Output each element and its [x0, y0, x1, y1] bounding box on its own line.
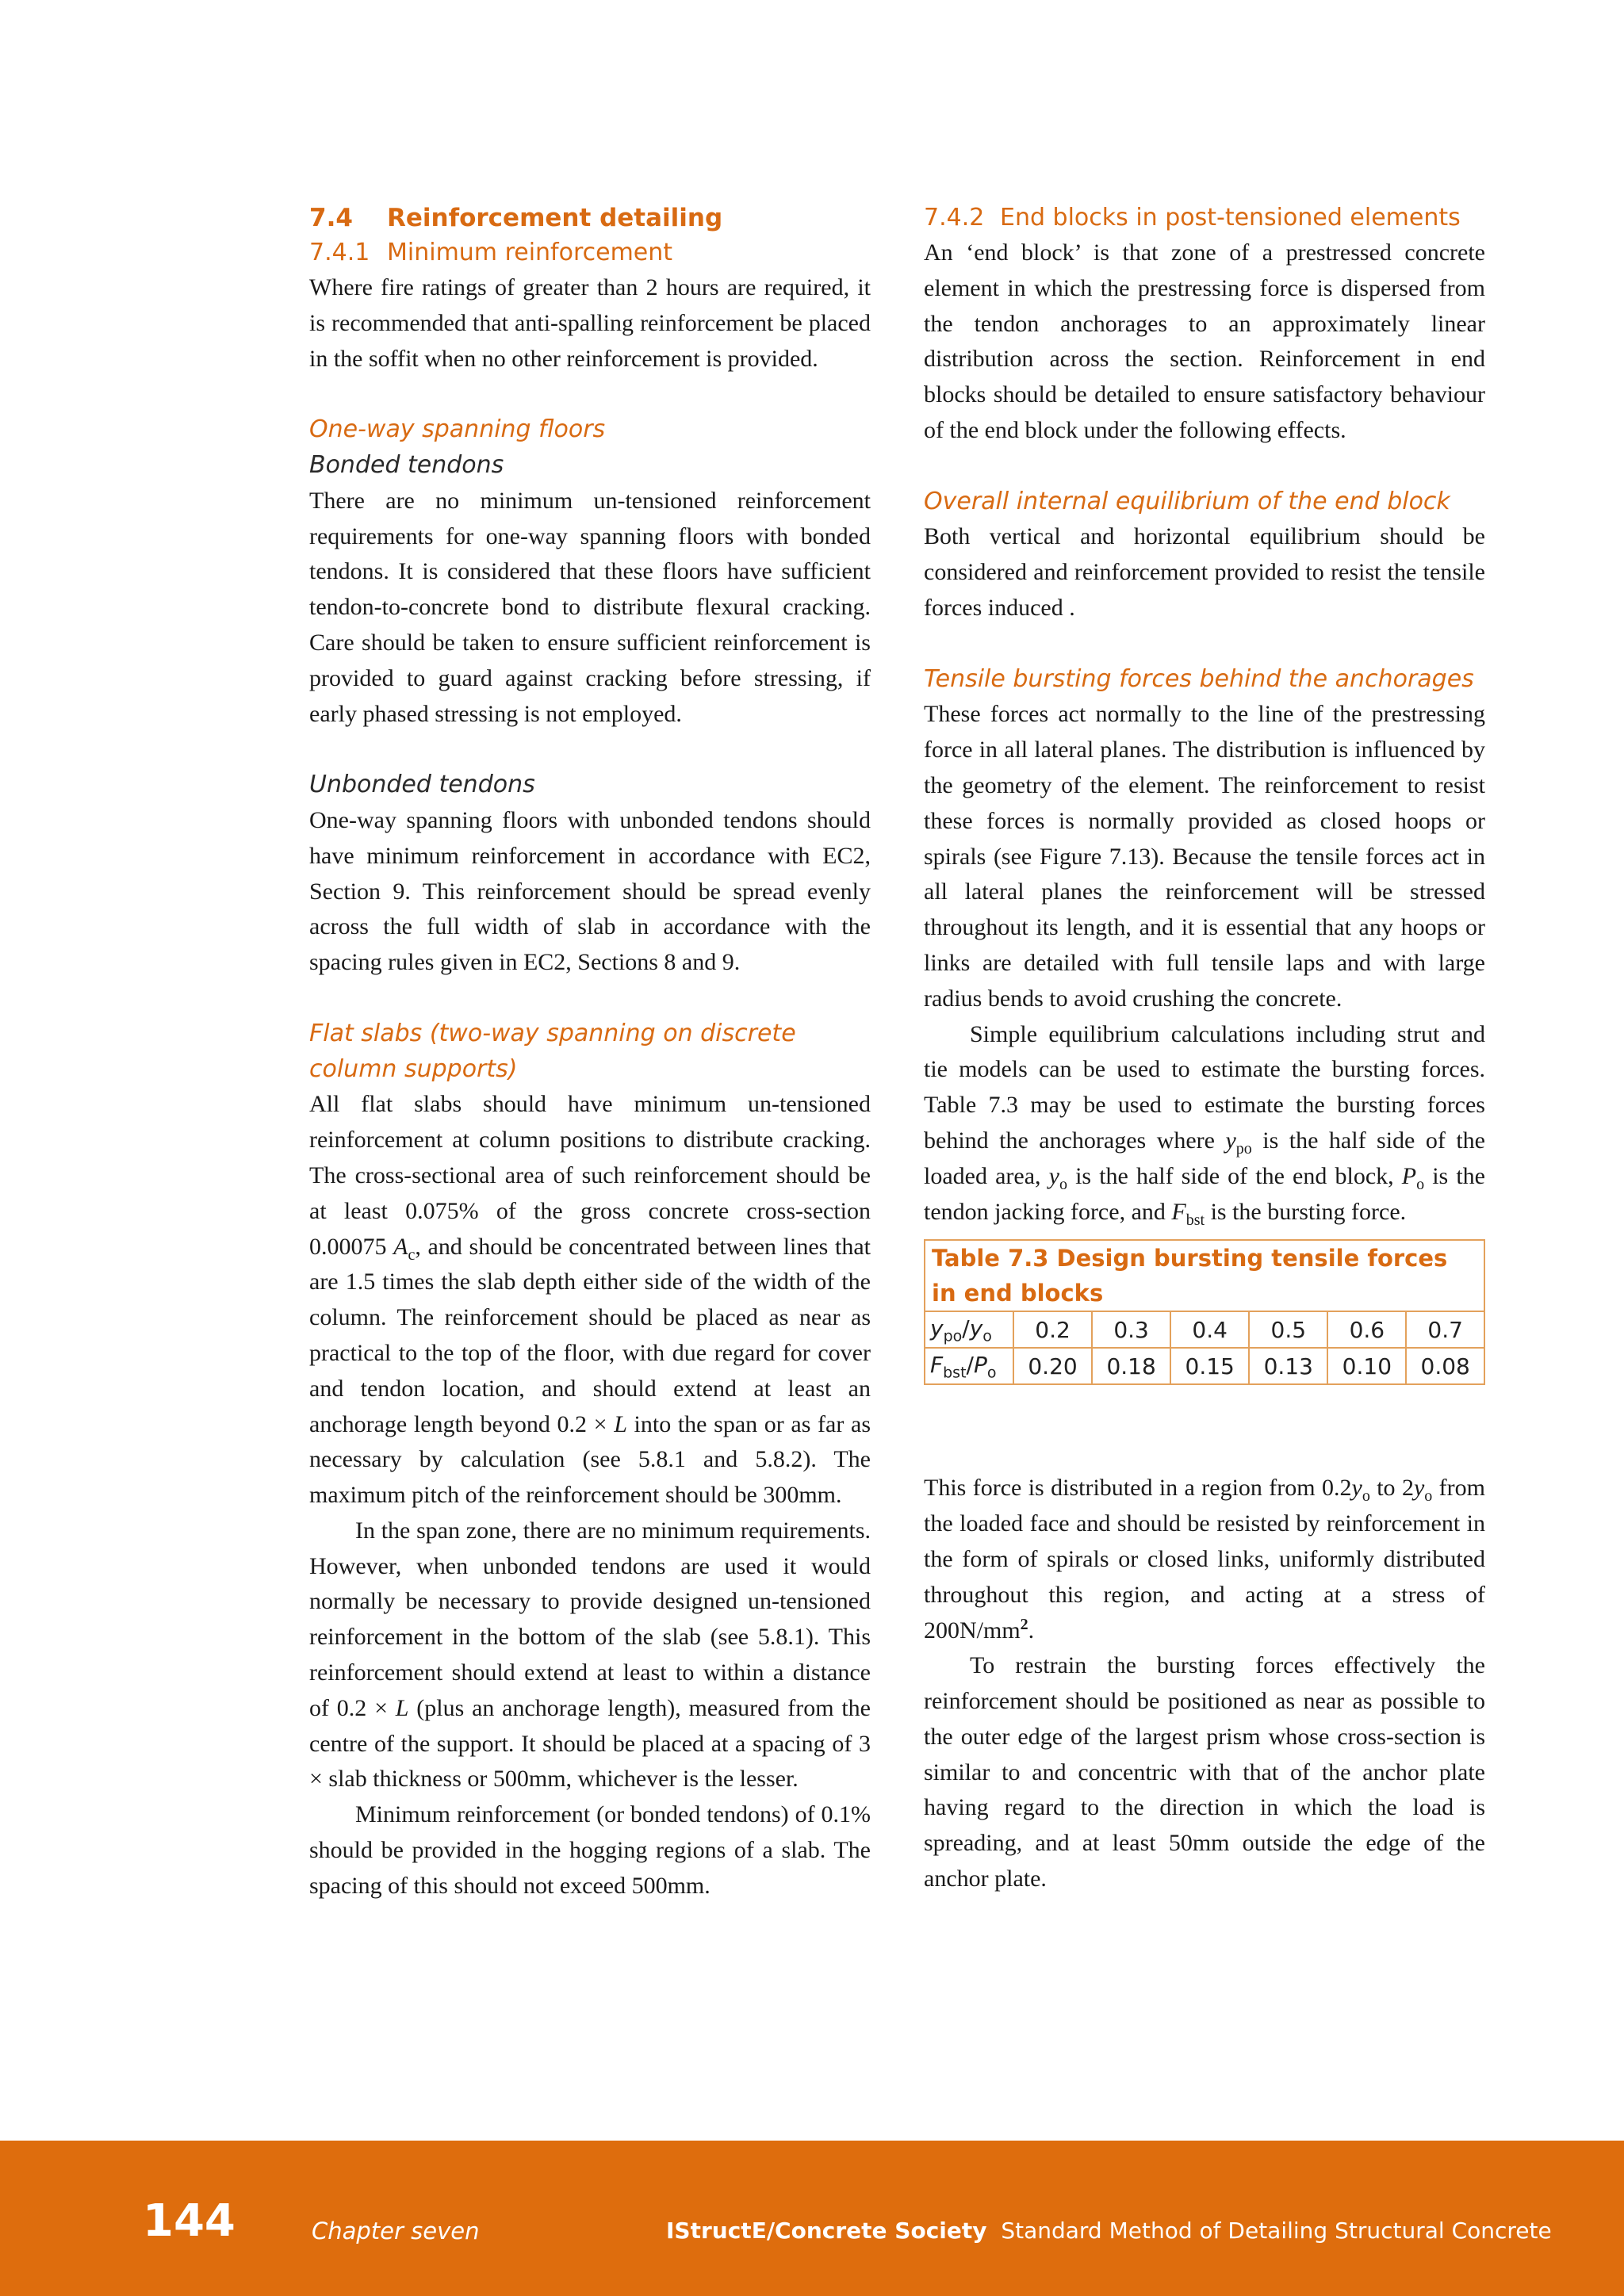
paragraph-end-block: An ‘end block’ is that zone of a prestressed concrete element in which the prestressing force is dispersed from the tendon anchorages to an approximately linear distribution across the section. Reinforcement in end blocks should be detailed to ensure satisfactory behaviour of the end block under the following effects.: [924, 239, 1485, 443]
table-title: Table 7.3 Design bursting tensile forces in end blocks: [932, 1245, 1448, 1307]
heading-one-way: One-way spanning floors: [309, 415, 606, 444]
paragraph-simple-equilibrium: Simple equilibrium calculations including strut and tie models can be used to estimate the bursting forces. Table 7.3 may be used to estimate the bursting forces behind the anchorages where $y_{po}$ is the half side of the loaded area, $y_o$ is the half side of the end block, $P_o$ is the tendon jacking force, and $F_{bst}$ is the bursting force.: [924, 1020, 1485, 1229]
paragraph-minimum-reinforcement: Minimum reinforcement (or bonded tendons) of 0.1% should be provided in the hogging regions of a slab. The spacing of this should not exceed 500mm.: [309, 1801, 871, 1899]
table-cell: 0.20: [1013, 1348, 1092, 1383]
paragraph-unbonded: One-way spanning floors with unbonded tendons should have minimum reinforcement in accordance with EC2, Section 9. This reinforcement should be spread evenly across the full width of slab in accordance with the spacing rules given in EC2, Sections 8 and 9.: [309, 806, 871, 976]
bursting-table: [925, 1311, 1484, 1383]
paragraph-bonded: There are no minimum un-tensioned reinforcement requirements for one-way spanning floors with bonded tendons. It is considered that these floors have sufficient tendon-to-concrete bond to distribute flexural cracking. Care should be taken to ensure sufficient reinforcement is provided to guard against cracking before stressing, if early phased stressing is not employed.: [309, 487, 871, 727]
subsection-title: Minimum reinforcement: [387, 239, 673, 266]
table-cell: 0.2: [1013, 1311, 1092, 1348]
table-cell: 0.13: [1249, 1348, 1327, 1383]
publication-title: [666, 2217, 1552, 2245]
table-cell: 0.10: [1327, 1348, 1406, 1383]
subsection-number: 7.4.2: [924, 204, 985, 232]
row-header-ratio: $y_{po}/y_o$: [925, 1311, 1013, 1348]
paragraph-span-zone: In the span zone, there are no minimum requirements. However, when unbonded tendons are used it would normally be necessary to provide designed un-tensioned reinforcement in the bottom of the slab (see 5.8.1). This reinforcement should extend at least to within a distance of 0.2 × L (plus an anchorage length), measured from the centre of the support. It should be placed at a spacing of 3 × slab thickness or 500mm, whichever is the lesser.: [309, 1517, 871, 1793]
subsection-number: 7.4.1: [309, 239, 370, 266]
table-cell: 0.7: [1406, 1311, 1484, 1348]
paragraph-overall-equilibrium: Both vertical and horizontal equilibrium should be considered and reinforcement provided to resist the tensile forces induced .: [924, 523, 1485, 621]
subsection-heading: [309, 235, 871, 270]
heading-flat-slabs: Flat slabs (two-way spanning on discrete column supports): [309, 1019, 796, 1083]
table-bursting-forces: [924, 1239, 1485, 1385]
heading-unbonded-tendons: Unbonded tendons: [309, 771, 535, 799]
heading-bonded-tendons: Bonded tendons: [309, 450, 504, 479]
paragraph-fire-ratings: Where fire ratings of greater than 2 hours are required, it is recommended that anti-spalling reinforcement be placed in the soffit when no other reinforcement is provided.: [309, 274, 871, 372]
chapter-label: Chapter seven: [312, 2218, 480, 2244]
section-title: Reinforcement detailing: [387, 204, 723, 232]
section-number: 7.4: [309, 204, 353, 232]
paragraph-restrain: To restrain the bursting forces effectively the reinforcement should be positioned as near as possible to the outer edge of the largest prism whose cross-section is similar to and concentric with that of the anchor plate having regard to the direction in which the load is spreading, and at least 50mm outside the edge of the anchor plate.: [924, 1652, 1485, 1892]
table-cell: 0.6: [1327, 1311, 1406, 1348]
table-cell: 0.18: [1092, 1348, 1170, 1383]
heading-overall-equilibrium: Overall internal equilibrium of the end block: [924, 487, 1450, 515]
left-column: [309, 201, 871, 1904]
paragraph-force-distribution: This force is distributed in a region from $0.2y_o$ to $2y_o$ from the loaded face and should be resisted by reinforcement in the form of spirals or closed links, uniformly distributed throughout this region, and acting at a stress of $200N/mm^2$.: [924, 1475, 1485, 1644]
table-row-ratio: [925, 1311, 1484, 1348]
table-cell: 0.15: [1170, 1348, 1249, 1383]
page-number: 144: [143, 2195, 236, 2247]
subsection-title: End blocks in post-tensioned elements: [1000, 204, 1461, 232]
row-header-force: $F_{bst}/P_o$: [925, 1348, 1013, 1383]
paragraph-flat-slabs: All flat slabs should have minimum un-tensioned reinforcement at column positions to distribute cracking. The cross-sectional area of such reinforcement should be at least 0.075% of the gross concrete cross-section 0.00075 $A_c$, and should be concentrated between lines that are 1.5 times the slab depth either side of the width of the column. The reinforcement should be placed as near as practical to the top of the floor, with due regard for cover and tendon location, and should extend at least an anchorage length beyond 0.2 × L into the span or as far as necessary by calculation (see 5.8.1 and 5.8.2). The maximum pitch of the reinforcement should be 300mm.: [309, 1091, 871, 1509]
heading-tensile-bursting: Tensile bursting forces behind the anchorages: [924, 664, 1474, 693]
subsection-heading-end-blocks: [924, 201, 1485, 235]
table-cell: 0.5: [1249, 1311, 1327, 1348]
paragraph-tensile-bursting: These forces act normally to the line of the prestressing force in all lateral planes. The distribution is influenced by the geometry of the element. The reinforcement to resist these forces is normally provided as closed hoops or spirals (see Figure 7.13). Because the tensile forces act in all lateral planes the reinforcement will be stressed throughout its length, and it is essential that any hoops or links are detailed with full tensile laps and with large radius bends to avoid crushing the concrete.: [924, 701, 1485, 1012]
table-row-force: [925, 1348, 1484, 1383]
right-column: [924, 201, 1485, 1897]
section-heading: [309, 201, 871, 235]
publisher: IStructE/Concrete Society: [666, 2218, 987, 2244]
book-title: Standard Method of Detailing Structural Concrete: [1001, 2218, 1552, 2244]
table-cell: 0.4: [1170, 1311, 1249, 1348]
table-cell: 0.3: [1092, 1311, 1170, 1348]
table-cell: 0.08: [1406, 1348, 1484, 1383]
